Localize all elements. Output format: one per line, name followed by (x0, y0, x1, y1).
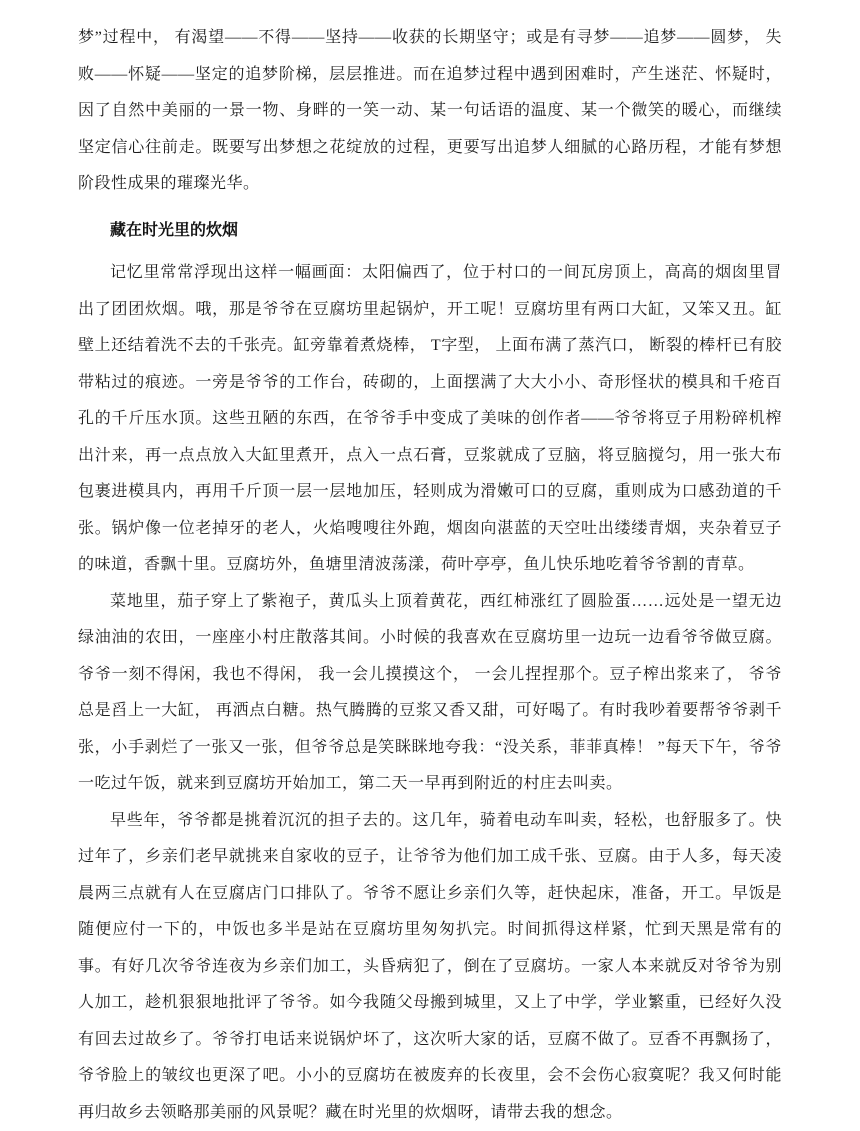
essay-title: 藏在时光里的炊烟 (78, 213, 782, 250)
paragraph-memory-scene: 记忆里常常浮现出这样一幅画面：太阳偏西了，位于村口的一间瓦房顶上，高高的烟囱里冒出了团团炊烟。哦，那是爷爷在豆腐坊里起锅炉，开工呢！豆腐坊里有两口大缸，又笨又丑。缸壁上还结着洗不去的千张壳。缸旁靠着煮烧棒， T字型， 上面布满了蒸汽口， 断裂的棒杆已有胶带粘过的痕迹。一旁是爷爷的工作台，砖砌的，上面摆满了大大小小、奇形怪状的模具和千疮百孔的千斤压水顶。这些丑陋的东西，在爷爷手中变成了美味的创作者——爷爷将豆子用粉碎机榨出汁来，再一点点放入大缸里煮开，点入一点石膏，豆浆就成了豆脑，将豆脑搅匀，用一张大布包裹进模具内，再用千斤顶一层一层地加压，轻则成为滑嫩可口的豆腐，重则成为口感劲道的千张。锅炉像一位老掉牙的老人，火焰嗖嗖往外跑，烟囱向湛蓝的天空吐出缕缕青烟，夹杂着豆子的味道，香飘十里。豆腐坊外，鱼塘里清波荡漾，荷叶亭亭，鱼儿快乐地吃着爷爷割的青草。 (78, 255, 782, 584)
paragraph-recent-years: 早些年，爷爷都是挑着沉沉的担子去的。这几年，骑着电动车叫卖，轻松，也舒服多了。快过年了，乡亲们老早就挑来自家收的豆子，让爷爷为他们加工成千张、豆腐。由于人多，每天凌晨两三点就有人在豆腐店门口排队了。爷爷不愿让乡亲们久等，赶快起床，准备，开工。早饭是随便应付一下的，中饭也多半是站在豆腐坊里匆匆扒完。时间抓得这样紧，忙到天黑是常有的事。有好几次爷爷连夜为乡亲们加工，头昏病犯了，倒在了豆腐坊。一家人本来就反对爷爷为别人加工，趁机狠狠地批评了爷爷。如今我随父母搬到城里，又上了中学，学业繁重，已经好久没有回去过故乡了。爷爷打电话来说锅炉坏了，这次听大家的话，豆腐不做了。豆香不再飘扬了，爷爷脸上的皱纹也更深了吧。小小的豆腐坊在被废弃的长夜里，会不会伤心寂寞呢？我又何时能再归故乡去领略那美丽的风景呢？藏在时光里的炊烟呀，请带去我的想念。 (78, 803, 782, 1131)
continued-paragraph: 梦”过程中， 有渴望——不得——坚持——收获的长期坚守；或是有寻梦——追梦——圆梦， 失败——怀疑——坚定的追梦阶梯，层层推进。而在追梦过程中遇到困难时，产生迷茫、怀疑时，因了自然中美丽的一景一物、身畔的一笑一动、某一句话语的温度、某一个微笑的暖心，而继续坚定信心往前走。既要写出梦想之花绽放的过程，更要写出追梦人细腻的心路历程，才能有梦想阶段性成果的璀璨光华。 (78, 20, 782, 203)
paragraph-vegetable-garden: 菜地里，茄子穿上了紫袍子，黄瓜头上顶着黄花，西红柿涨红了圆脸蛋……远处是一望无边绿油油的农田，一座座小村庄散落其间。小时候的我喜欢在豆腐坊里一边玩一边看爷爷做豆腐。爷爷一刻不得闲，我也不得闲， 我一会儿摸摸这个， 一会儿捏捏那个。豆子榨出浆来了， 爷爷总是舀上一大缸， 再洒点白糖。热气腾腾的豆浆又香又甜，可好喝了。有时我吵着要帮爷爷剥千张，小手剥烂了一张又一张，但爷爷总是笑眯眯地夸我：“没关系，菲菲真棒！ ”每天下午，爷爷一吃过午饭，就来到豆腐坊开始加工，第二天一早再到附近的村庄去叫卖。 (78, 584, 782, 803)
